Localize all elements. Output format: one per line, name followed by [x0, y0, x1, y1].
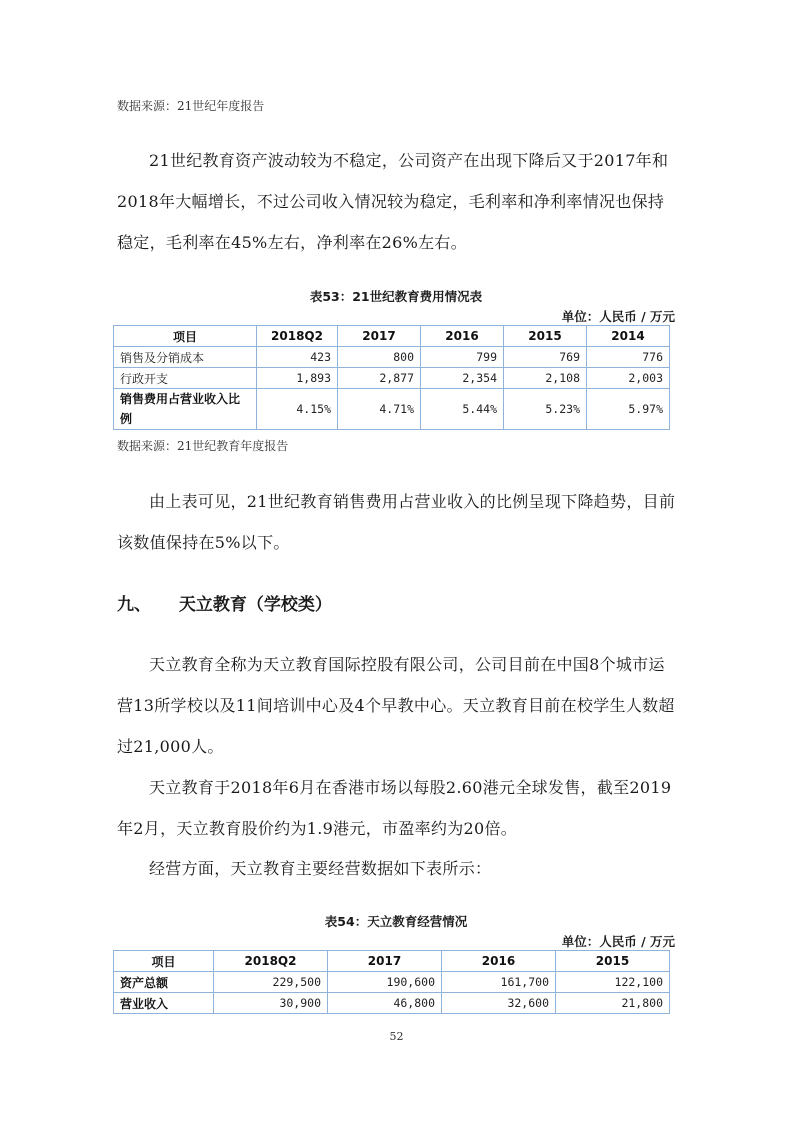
data-table-54: [113, 950, 670, 1014]
paragraph: 天立教育于2018年6月在香港市场以每股2.60港元全球发售，截至2019年2月，天立教育股价约为1.9港元，市盈率约为20倍。: [117, 778, 672, 838]
table-cell: 423: [257, 347, 338, 368]
table-cell: 4.71%: [338, 389, 421, 430]
paragraph: 21世纪教育资产波动较为不稳定，公司资产在出现下降后又于2017年和2018年大幅增长，不过公司收入情况较为稳定，毛利率和净利率情况也保持稳定，毛利率在45%左右，净利率在26%左右。: [117, 151, 669, 252]
column-header: 项目: [114, 951, 214, 972]
table-header-row: [114, 326, 670, 347]
paragraph: 由上表可见，21世纪教育销售费用占营业收入的比例呈现下降趋势，目前该数值保持在5%以下。: [117, 492, 676, 552]
table-cell: 769: [504, 347, 587, 368]
table-row: [114, 368, 670, 389]
table-cell: 122,100: [556, 972, 670, 993]
column-header: 2015: [556, 951, 670, 972]
table-cell: 2,003: [587, 368, 670, 389]
column-header: 2015: [504, 326, 587, 347]
row-label: 行政开支: [114, 368, 257, 389]
column-header: 2016: [421, 326, 504, 347]
table-header-row: [114, 951, 670, 972]
table-caption: 表53：21世纪教育费用情况表: [309, 289, 483, 304]
section-title: 天立教育（学校类）: [178, 595, 332, 615]
column-header: 2016: [442, 951, 556, 972]
column-header: 项目: [114, 326, 257, 347]
table-cell: 161,700: [442, 972, 556, 993]
table-unit: 单位：人民币 / 万元: [561, 309, 675, 324]
column-header: 2017: [338, 326, 421, 347]
table-cell: 21,800: [556, 993, 670, 1014]
paragraph: 天立教育全称为天立教育国际控股有限公司，公司目前在中国8个城市运营13所学校以及11间培训中心及4个早教中心。天立教育目前在校学生人数超过21,000人。: [117, 655, 675, 756]
table-cell: 229,500: [214, 972, 328, 993]
table-cell: 5.44%: [421, 389, 504, 430]
table-cell: 5.97%: [587, 389, 670, 430]
row-label: 销售费用占营业收入比例: [114, 389, 257, 430]
table-cell: 46,800: [328, 993, 442, 1014]
source-note: 数据来源：21世纪年度报告: [117, 99, 265, 113]
section-heading: [117, 590, 332, 615]
section-number: 九、: [117, 595, 151, 615]
row-label: 资产总额: [114, 972, 214, 993]
paragraph: 经营方面，天立教育主要经营数据如下表所示：: [149, 859, 492, 878]
table-cell: 776: [587, 347, 670, 368]
row-label: 销售及分销成本: [114, 347, 257, 368]
column-header: 2017: [328, 951, 442, 972]
table-cell: 30,900: [214, 993, 328, 1014]
table-cell: 5.23%: [504, 389, 587, 430]
table-cell: 799: [421, 347, 504, 368]
table-cell: 4.15%: [257, 389, 338, 430]
source-note: 数据来源：21世纪教育年度报告: [117, 439, 289, 453]
table-row: [114, 972, 670, 993]
table-row: [114, 993, 670, 1014]
table-cell: 2,354: [421, 368, 504, 389]
table-cell: 32,600: [442, 993, 556, 1014]
table-cell: 1,893: [257, 368, 338, 389]
table-cell: 190,600: [328, 972, 442, 993]
table-row: [114, 389, 670, 430]
column-header: 2018Q2: [257, 326, 338, 347]
table-cell: 2,877: [338, 368, 421, 389]
column-header: 2014: [587, 326, 670, 347]
table-cell: 2,108: [504, 368, 587, 389]
table-unit: 单位：人民币 / 万元: [561, 934, 675, 949]
table-cell: 800: [338, 347, 421, 368]
column-header: 2018Q2: [214, 951, 328, 972]
page-number: 52: [389, 1030, 404, 1043]
table-row: [114, 347, 670, 368]
table-caption: 表54：天立教育经营情况: [324, 914, 468, 929]
data-table-53: [113, 325, 670, 430]
row-label: 营业收入: [114, 993, 214, 1014]
